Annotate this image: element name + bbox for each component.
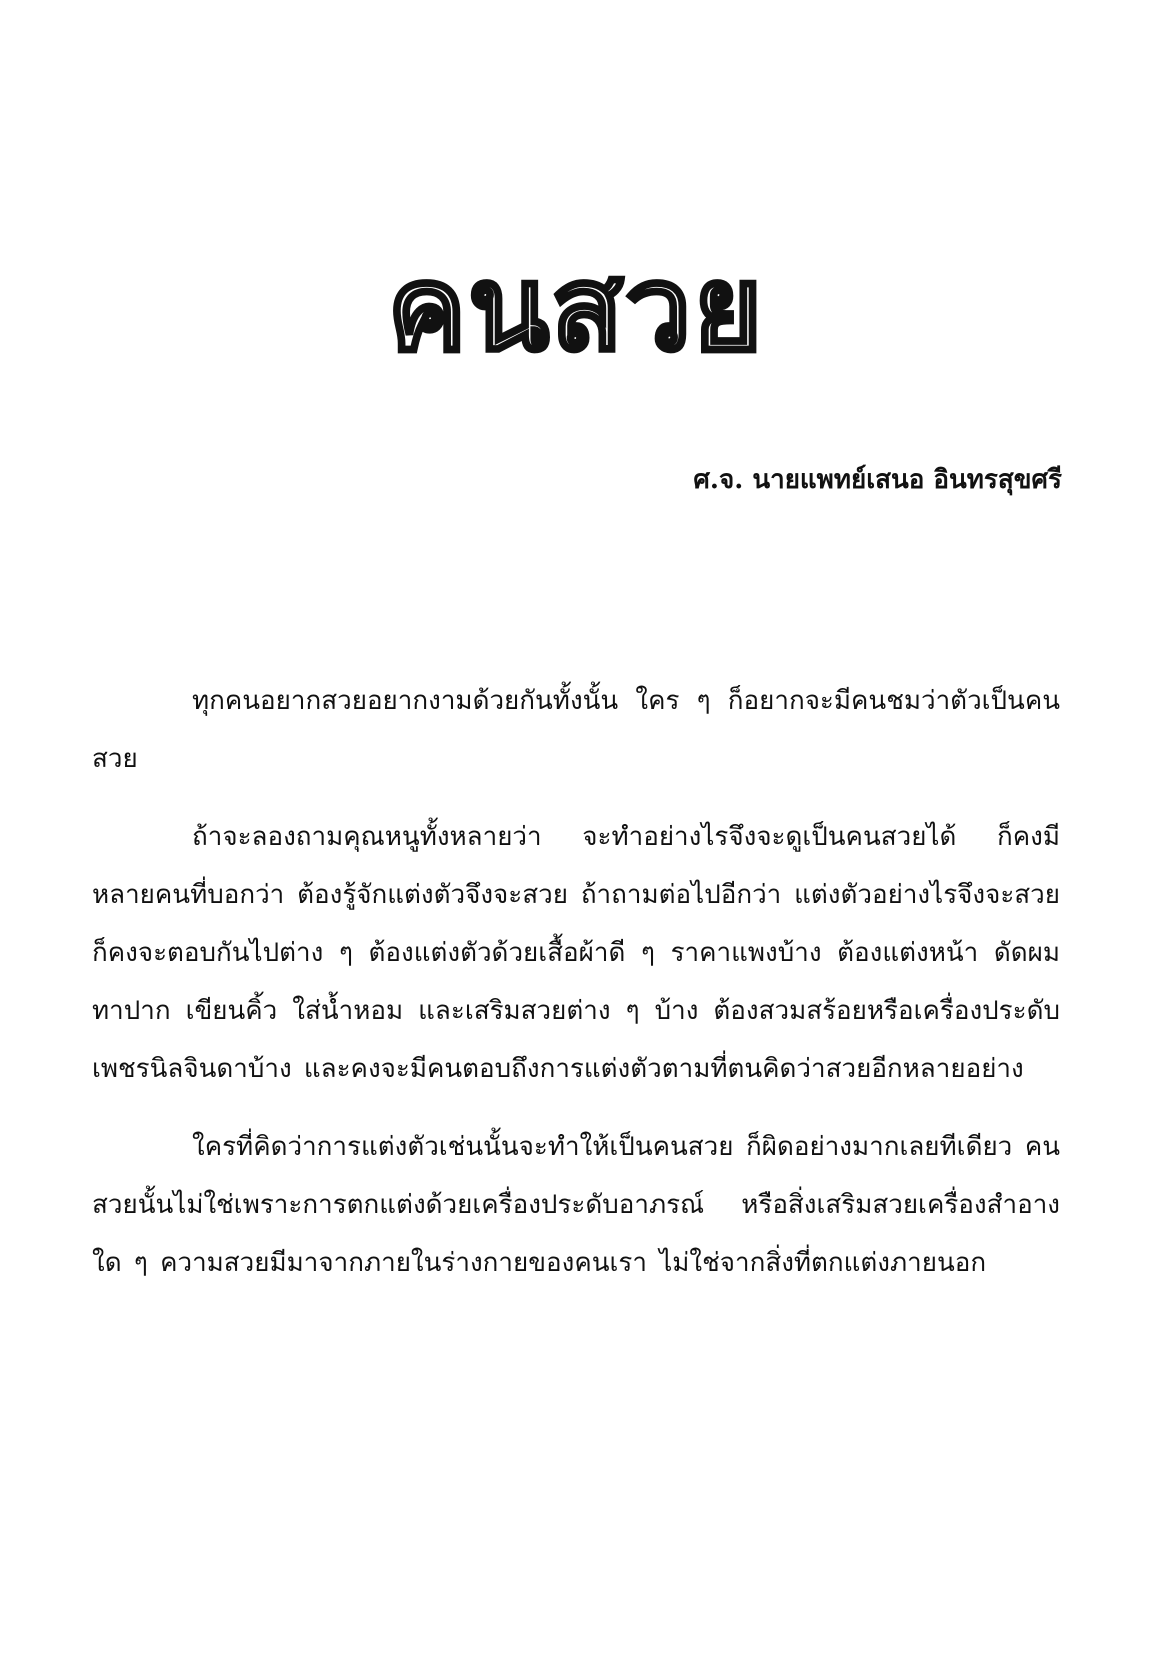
author-byline: ศ.จ. นายแพทย์เสนอ อินทรสุขศรี [693, 465, 1062, 495]
body-text [92, 672, 1060, 1312]
page-title: คนสวย [387, 239, 765, 377]
paragraph: ทุกคนอยากสวยอยากงามด้วยกันทั้งนั้น ใคร ๆ ก็อยากจะมีคนชมว่าตัวเป็นคนสวย [92, 686, 1060, 774]
paragraph: ใครที่คิดว่าการแต่งตัวเช่นนั้นจะทำให้เป็นคนสวย ก็ผิดอย่างมากเลยทีเดียว คนสวยนั้นไม่ใช่เพราะการตกแต่งด้วยเครื่องประดับอาภรณ์ หรือสิ่งเสริมสวยเครื่องสำอางใด ๆ ความสวยมีมาจากภายในร่างกายของคนเรา ไม่ใช่จากสิ่งที่ตกแต่งภายนอก [92, 1132, 1060, 1278]
paragraph: ถ้าจะลองถามคุณหนูทั้งหลายว่า จะทำอย่างไรจึงจะดูเป็นคนสวยได้ ก็คงมีหลายคนที่บอกว่า ต้องรู้จักแต่งตัวจึงจะสวย ถ้าถามต่อไปอีกว่า แต่งตัวอย่างไรจึงจะสวย ก็คงจะตอบกันไปต่าง ๆ ต้องแต่งตัวด้วยเสื้อผ้าดี ๆ ราคาแพงบ้าง ต้องแต่งหน้า ดัดผม ทาปาก เขียนคิ้ว ใส่น้ำหอม และเสริมสวยต่าง ๆ บ้าง ต้องสวมสร้อยหรือเครื่องประดับเพชรนิลจินดาบ้าง และคงจะมีคนตอบถึงการแต่งตัวตามที่ตนคิดว่าสวยอีกหลายอย่าง [92, 822, 1060, 1084]
